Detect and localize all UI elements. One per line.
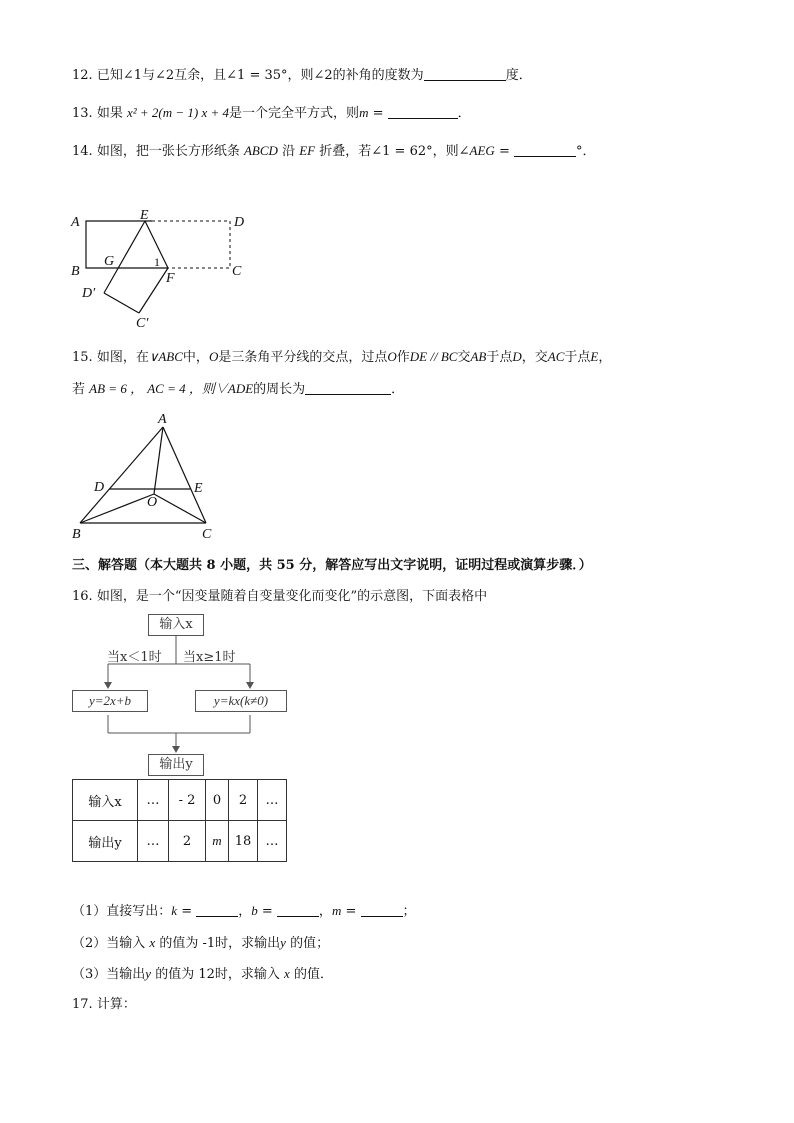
question-text: 已知∠1与∠2互余，且∠1 = 35°，则∠2的补角的度数为	[96, 68, 424, 83]
answer-blank	[514, 142, 576, 157]
segment-co	[154, 494, 206, 523]
math-variable: k	[171, 903, 178, 918]
math-variable: x	[149, 935, 156, 950]
question-text-end: ．	[391, 382, 405, 397]
separator: ，	[238, 904, 252, 919]
math-variable: O	[387, 349, 397, 364]
math-variable: y	[145, 966, 152, 981]
question-15-line-1	[72, 348, 611, 367]
arrow-output	[172, 746, 180, 753]
question-16-part-1	[72, 902, 416, 921]
math-variable: EF	[299, 143, 316, 158]
question-text: （2）当输入	[72, 936, 146, 951]
question-text: 的值；	[290, 936, 330, 951]
question-number: 13.	[72, 106, 93, 121]
question-text: 沿	[282, 144, 296, 159]
table-row	[73, 821, 287, 862]
equals-sign: =	[341, 904, 361, 919]
section-title: 三、解答题（本大题共 8 小题，共 55 分，解答应写出文字说明，证明过程或演算步骤．）	[72, 558, 592, 573]
flow-output-box: 输出y	[148, 754, 204, 776]
label-d: D	[94, 480, 105, 495]
equals-sign: =	[368, 106, 388, 121]
question-number: 17.	[72, 997, 93, 1012]
label-e: E	[140, 208, 149, 223]
table-cell: m	[206, 821, 229, 862]
table-cell: 输入x	[73, 780, 138, 821]
arrow-left	[104, 682, 112, 689]
table-cell: …	[258, 821, 287, 862]
label-b: B	[71, 264, 80, 279]
question-text: 于点	[486, 350, 513, 365]
math-expression: = 6 ，	[105, 381, 144, 396]
question-number: 14.	[72, 144, 93, 159]
table-row	[73, 780, 287, 821]
math-variable: m	[359, 105, 369, 120]
question-text: 中，	[182, 350, 209, 365]
answer-blank	[196, 902, 238, 917]
math-variable: b	[251, 903, 258, 918]
math-expression: = 4 ，则	[163, 381, 215, 396]
math-variable: m	[331, 903, 342, 918]
question-text-end: 度．	[505, 68, 532, 83]
math-variable: BC	[440, 349, 458, 364]
flow-condition-left: 当x＜1时	[107, 650, 162, 665]
arrow-right	[246, 682, 254, 689]
question-text-end: ；	[402, 904, 416, 919]
question-text: ，交	[521, 350, 548, 365]
segment-ao	[154, 427, 163, 494]
input-output-table	[72, 779, 287, 862]
label-c: C	[202, 527, 212, 542]
question-17	[72, 996, 136, 1014]
question-text: 作	[396, 350, 410, 365]
question-text: （1）直接写出：	[72, 904, 172, 919]
question-14	[72, 142, 596, 161]
question-text-end: ．	[457, 106, 471, 121]
label-b: B	[72, 527, 81, 542]
answer-blank	[388, 104, 458, 119]
rect-dashed-edge	[152, 221, 230, 268]
label-d-prime: D′	[82, 286, 96, 301]
math-variable: E	[590, 349, 599, 364]
math-variable: ABCD	[243, 143, 278, 158]
math-variable: y	[280, 935, 286, 950]
question-12	[72, 66, 532, 85]
flow-right-function-box: y=kx(k≠0)	[195, 690, 287, 712]
question-text: 是三条角平分线的交点，过点	[218, 350, 388, 365]
label-angle-1: 1	[154, 255, 160, 269]
question-16-part-3	[72, 965, 333, 984]
triangle-figure	[68, 412, 228, 542]
question-16-part-2	[72, 934, 329, 953]
question-text: ，	[598, 350, 612, 365]
question-text: 如果	[96, 106, 123, 121]
table-cell: …	[138, 821, 169, 862]
answer-blank	[424, 66, 506, 81]
answer-blank	[277, 902, 319, 917]
table-cell: 2	[169, 821, 206, 862]
equals-sign: =	[177, 904, 197, 919]
question-text-end: °．	[575, 144, 596, 159]
math-variable: AC	[547, 349, 565, 364]
math-variable: ∨ADE	[214, 381, 254, 396]
equals-sign: =	[494, 144, 514, 159]
label-a: A	[158, 412, 167, 427]
flow-input-box: 输入x	[148, 614, 204, 636]
question-text: 的值为 12时，求输入	[155, 967, 280, 982]
label-f: F	[166, 271, 175, 286]
question-text: （3）当输出	[72, 967, 146, 982]
question-number: 16.	[72, 589, 93, 604]
side-ac	[163, 427, 206, 523]
table-cell: 输出y	[73, 821, 138, 862]
math-variable: AC	[147, 381, 164, 396]
question-text: 若	[72, 382, 86, 397]
math-variable: AB	[470, 349, 487, 364]
question-text: 于点	[564, 350, 591, 365]
label-e: E	[194, 481, 203, 496]
parallel-sign: //	[427, 349, 441, 364]
answer-blank	[361, 902, 403, 917]
question-text: 如图，把一张长方形纸条	[96, 144, 240, 159]
answer-blank	[305, 380, 391, 395]
question-text: 的周长为	[253, 382, 306, 397]
question-text: 如图，是一个“因变量随着自变量变化而变化”的示意图，下面表格中	[96, 589, 488, 604]
math-variable: AEG	[469, 143, 495, 158]
label-a: A	[71, 215, 80, 230]
table-cell: 18	[229, 821, 258, 862]
flow-left-function-box: y=2x+b	[72, 690, 148, 712]
math-variable: AB	[89, 381, 106, 396]
equals-sign: =	[257, 904, 277, 919]
math-variable: D	[512, 349, 522, 364]
question-number: 15.	[72, 350, 93, 365]
label-c: C	[232, 264, 242, 279]
math-variable: O	[208, 349, 219, 364]
math-variable: ∨ABC	[148, 349, 183, 364]
question-text: 如图，在	[96, 350, 149, 365]
segment-bo	[80, 494, 154, 523]
question-text: 折叠，若∠1 = 62°，则∠	[319, 144, 470, 159]
table-cell: - 2	[169, 780, 206, 821]
separator: ，	[318, 904, 332, 919]
question-text: 的值．	[293, 967, 333, 982]
label-o: O	[147, 495, 158, 510]
label-g: G	[104, 254, 115, 269]
math-variable: DE	[409, 349, 428, 364]
question-16	[72, 588, 487, 606]
table-cell: 0	[206, 780, 229, 821]
question-text: 的值为 -1时，求输出	[159, 936, 281, 951]
math-variable: x	[284, 966, 290, 981]
label-d: D	[234, 215, 245, 230]
question-number: 12.	[72, 68, 93, 83]
segment-cf	[139, 268, 168, 313]
question-13	[72, 104, 471, 123]
folded-rectangle-figure	[68, 205, 268, 330]
segment-dc	[104, 293, 139, 313]
math-expression: x² + 2(m − 1) x + 4	[126, 105, 230, 120]
question-text: 是一个完全平方式，则	[229, 106, 360, 121]
flow-condition-right: 当x≥1时	[183, 650, 236, 665]
rect-solid-edge	[86, 221, 152, 268]
question-15-line-2	[72, 380, 404, 399]
table-cell: …	[258, 780, 287, 821]
table-cell: 2	[229, 780, 258, 821]
question-text: 交	[457, 350, 471, 365]
table-cell: …	[138, 780, 169, 821]
label-c-prime: C′	[136, 316, 149, 331]
question-text: 计算：	[96, 997, 136, 1012]
